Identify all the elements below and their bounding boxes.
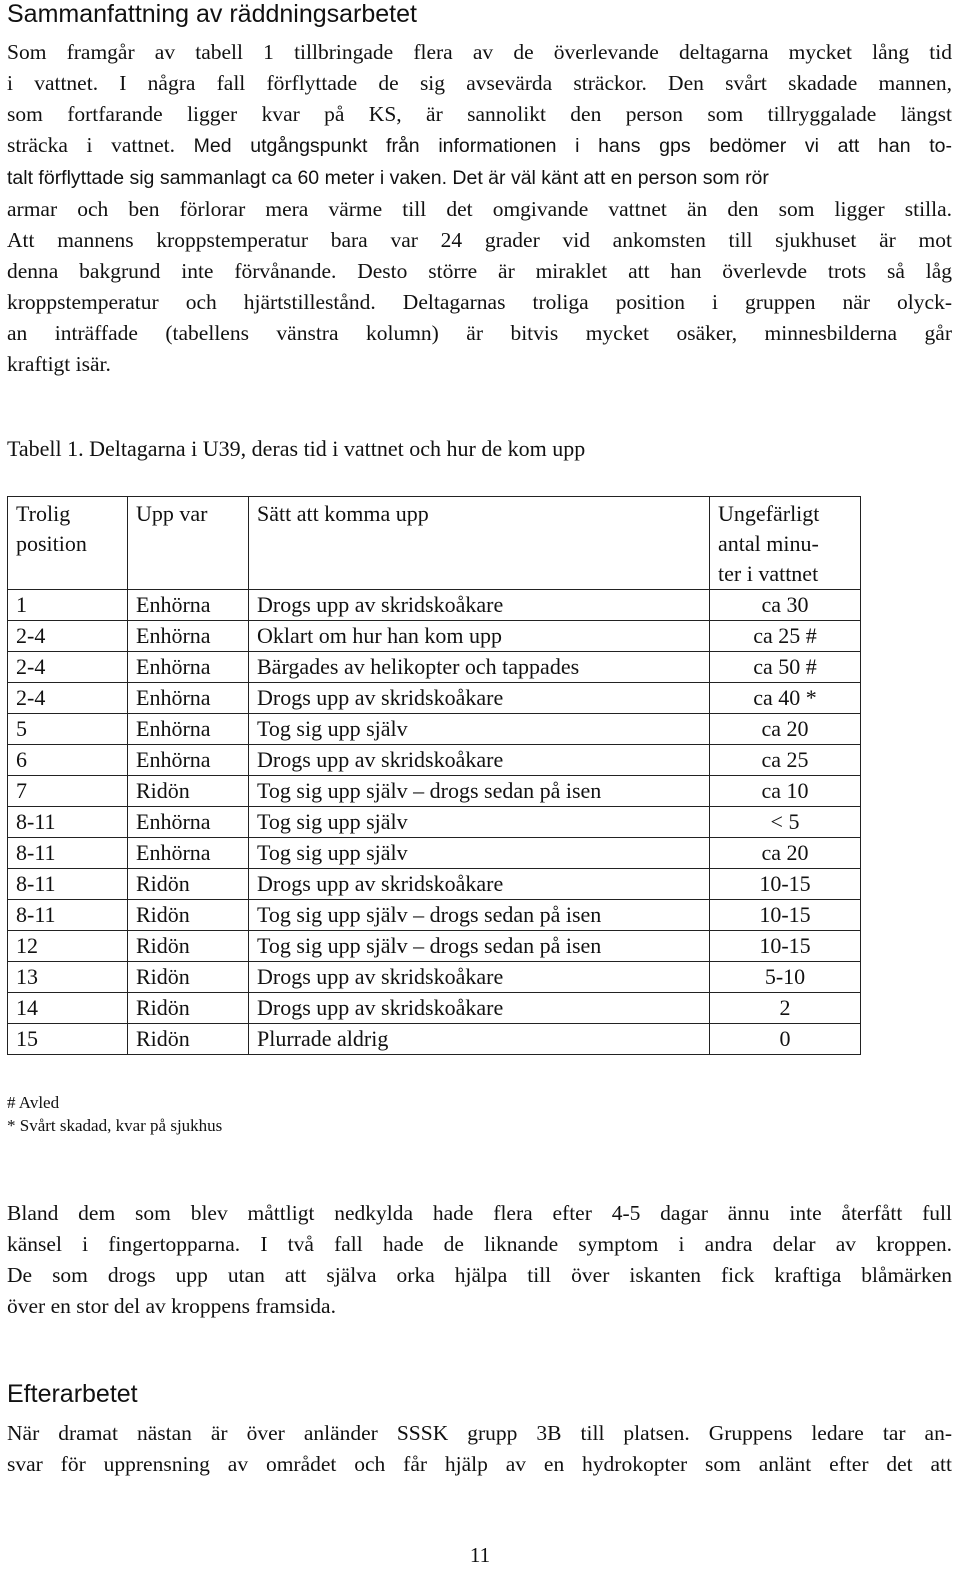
cell-upp-var: Enhörna — [128, 714, 249, 745]
cell-satt: Bärgades av helikopter och tappades — [249, 652, 710, 683]
cell-satt: Tog sig upp själv – drogs sedan på isen — [249, 776, 710, 807]
cell-satt: Oklart om hur han kom upp — [249, 621, 710, 652]
text-run: sträcka i vattnet. — [7, 133, 176, 157]
paragraph-after-table — [7, 1198, 952, 1322]
text-line: Att mannens kroppstemperatur bara var 24 grader vid ankomsten till sjukhuset är mot — [7, 228, 952, 252]
cell-satt: Tog sig upp själv — [249, 714, 710, 745]
cell-minuter: ca 40 * — [710, 683, 861, 714]
cell-satt: Drogs upp av skridskoåkare — [249, 993, 710, 1024]
table-row — [8, 838, 861, 869]
cell-position: 15 — [8, 1024, 128, 1055]
cell-minuter: 10-15 — [710, 931, 861, 962]
text-line: De som drogs upp utan att själva orka hjälpa till över iskanten fick kraftiga blåmärken — [7, 1263, 952, 1287]
text-line: som fortfarande ligger kvar på KS, är sannolikt den person som tillryggalade längst — [7, 102, 952, 126]
section-heading-efterarbetet: Efterarbetet — [7, 1380, 138, 1408]
cell-upp-var: Ridön — [128, 900, 249, 931]
text-line — [7, 162, 952, 194]
table-row — [8, 776, 861, 807]
cell-upp-var: Ridön — [128, 962, 249, 993]
text-line: över en stor del av kroppens framsida. — [7, 1294, 336, 1318]
cell-position: 6 — [8, 745, 128, 776]
cell-upp-var: Ridön — [128, 776, 249, 807]
text-line: i vattnet. I några fall förflyttade de sig avsevärda sträckor. Den svårt skadade mannen, — [7, 71, 952, 95]
participants-table — [7, 496, 861, 1055]
cell-minuter: < 5 — [710, 807, 861, 838]
table-notes — [7, 1091, 222, 1137]
cell-satt: Drogs upp av skridskoåkare — [249, 869, 710, 900]
cell-position: 8-11 — [8, 900, 128, 931]
cell-minuter: 2 — [710, 993, 861, 1024]
section-heading-summary: Sammanfattning av räddningsarbetet — [7, 0, 417, 28]
text-line: armar och ben förlorar mera värme till det omgivande vattnet än den som ligger stilla. — [7, 197, 952, 221]
cell-upp-var: Enhörna — [128, 683, 249, 714]
note-svart-skadad: * Svårt skadad, kvar på sjukhus — [7, 1116, 223, 1135]
cell-minuter: 10-15 — [710, 900, 861, 931]
cell-satt: Tog sig upp själv – drogs sedan på isen — [249, 900, 710, 931]
table-row — [8, 993, 861, 1024]
header-satt-att-komma-upp: Sätt att komma upp — [249, 497, 710, 590]
table-row — [8, 683, 861, 714]
table-row — [8, 1024, 861, 1055]
cell-satt: Tog sig upp själv — [249, 838, 710, 869]
cell-minuter: ca 30 — [710, 590, 861, 621]
cell-position: 8-11 — [8, 807, 128, 838]
cell-upp-var: Enhörna — [128, 745, 249, 776]
table-caption: Tabell 1. Deltagarna i U39, deras tid i vattnet och hur de kom upp — [7, 436, 586, 461]
table-row — [8, 714, 861, 745]
cell-upp-var: Ridön — [128, 1024, 249, 1055]
note-avled: # Avled — [7, 1093, 60, 1112]
text-line: Som framgår av tabell 1 tillbringade flera av de överlevande deltagarna mycket lång tid — [7, 40, 952, 64]
page-number: 11 — [469, 1543, 491, 1567]
text-line: svar för upprensning av området och får hjälp av en hydrokopter som anlänt efter det att — [7, 1452, 952, 1476]
text-line: Bland dem som blev måttligt nedkylda hade flera efter 4-5 dagar ännu inte återfått full — [7, 1201, 952, 1225]
table-row — [8, 621, 861, 652]
cell-minuter: ca 25 # — [710, 621, 861, 652]
table-row — [8, 962, 861, 993]
text-line: När dramat nästan är över anländer SSSK grupp 3B till platsen. Gruppens ledare tar an- — [7, 1421, 952, 1445]
cell-upp-var: Enhörna — [128, 838, 249, 869]
table-row — [8, 745, 861, 776]
table-row — [8, 900, 861, 931]
cell-satt: Drogs upp av skridskoåkare — [249, 683, 710, 714]
cell-minuter: ca 20 — [710, 714, 861, 745]
text-run-sans: Med utgångspunkt från informationen i hans gps bedömer vi att han to- — [193, 135, 953, 157]
cell-satt: Tog sig upp själv – drogs sedan på isen — [249, 931, 710, 962]
cell-upp-var: Ridön — [128, 993, 249, 1024]
cell-position: 8-11 — [8, 838, 128, 869]
header-minuter-i-vattnet: Ungefärligt antal minu- ter i vattnet — [710, 497, 861, 590]
text-line: kraftigt isär. — [7, 352, 111, 376]
table-row — [8, 807, 861, 838]
table-header-row — [8, 497, 861, 590]
cell-position: 5 — [8, 714, 128, 745]
table-row — [8, 869, 861, 900]
cell-position: 2-4 — [8, 652, 128, 683]
text-line — [7, 130, 952, 162]
cell-upp-var: Enhörna — [128, 590, 249, 621]
cell-upp-var: Enhörna — [128, 807, 249, 838]
cell-minuter: ca 25 — [710, 745, 861, 776]
cell-position: 7 — [8, 776, 128, 807]
cell-minuter: 0 — [710, 1024, 861, 1055]
cell-upp-var: Enhörna — [128, 621, 249, 652]
table-row — [8, 590, 861, 621]
cell-satt: Drogs upp av skridskoåkare — [249, 745, 710, 776]
text-line: denna bakgrund inte förvånande. Desto större är miraklet att han överlevde trots så låg — [7, 259, 952, 283]
cell-position: 12 — [8, 931, 128, 962]
text-line: an inträffade (tabellens vänstra kolumn) är bitvis mycket osäker, minnesbilderna går — [7, 321, 952, 345]
cell-satt: Drogs upp av skridskoåkare — [249, 590, 710, 621]
text-line: kroppstemperatur och hjärtstillestånd. Deltagarnas troliga position i gruppen när olyck- — [7, 290, 952, 314]
cell-minuter: ca 50 # — [710, 652, 861, 683]
cell-satt: Plurrade aldrig — [249, 1024, 710, 1055]
cell-position: 2-4 — [8, 683, 128, 714]
cell-position: 1 — [8, 590, 128, 621]
cell-minuter: ca 10 — [710, 776, 861, 807]
table-row — [8, 931, 861, 962]
cell-satt: Tog sig upp själv — [249, 807, 710, 838]
cell-upp-var: Ridön — [128, 931, 249, 962]
header-trolig-position: Trolig position — [8, 497, 128, 590]
table-row — [8, 652, 861, 683]
paragraph-summary — [7, 37, 952, 380]
cell-position: 14 — [8, 993, 128, 1024]
cell-minuter: ca 20 — [710, 838, 861, 869]
header-upp-var: Upp var — [128, 497, 249, 590]
cell-satt: Drogs upp av skridskoåkare — [249, 962, 710, 993]
cell-position: 8-11 — [8, 869, 128, 900]
cell-minuter: 10-15 — [710, 869, 861, 900]
text-run-sans: Det är väl känt att en person som rör — [452, 167, 769, 189]
cell-upp-var: Ridön — [128, 869, 249, 900]
cell-upp-var: Enhörna — [128, 652, 249, 683]
paragraph-efterarbetet — [7, 1418, 952, 1480]
cell-minuter: 5-10 — [710, 962, 861, 993]
cell-position: 2-4 — [8, 621, 128, 652]
text-line: känsel i fingertopparna. I två fall hade de liknande symptom i andra delar av kroppen. — [7, 1232, 952, 1256]
text-run-sans: talt förflyttade sig sammanlagt ca 60 meter i vaken. — [7, 167, 448, 189]
cell-position: 13 — [8, 962, 128, 993]
